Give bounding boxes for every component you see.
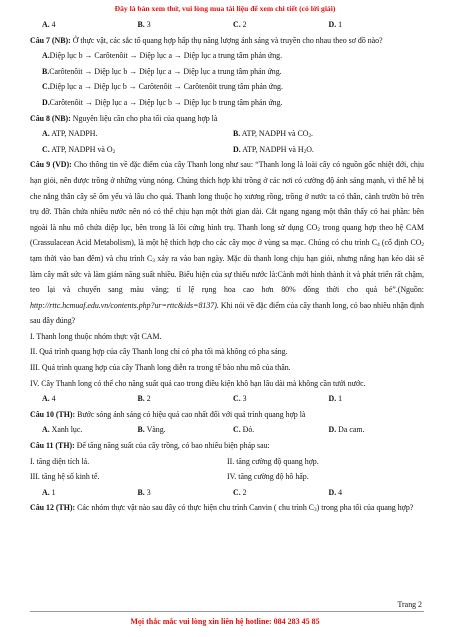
options-cd bbox=[30, 142, 424, 158]
option-c: C. ATP, NADPH và $O_2$ bbox=[42, 144, 116, 155]
option-a: A. Diệp lục b → Carôtenôit → Diệp lục a → Diệp lục a trung tâm phản ứng. bbox=[42, 51, 283, 61]
option-a: A. 1 bbox=[42, 487, 56, 497]
option-d: D. Da cam. bbox=[328, 425, 365, 435]
option-c: C. 2 bbox=[233, 487, 247, 497]
statement-4: IV. tăng cường độ hô hấp. bbox=[227, 472, 309, 482]
option-b: B. ATP, NADPH và $CO_2$. bbox=[233, 129, 314, 140]
question-11 bbox=[30, 438, 424, 454]
page-number: Trang 2 bbox=[397, 600, 422, 609]
question-number: Câu 10 (TH): bbox=[30, 409, 76, 419]
statement-2: II. Quá trình quang hợp của cây Thanh long chỉ có pha tối mà không có pha sáng. bbox=[30, 347, 288, 357]
question-number: Câu 11 (TH): bbox=[30, 441, 75, 451]
statement-1: I. Thanh long thuộc nhóm thực vật CAM. bbox=[30, 331, 162, 341]
option-d: D. 1 bbox=[328, 394, 343, 404]
option-b: B. Carôtenôit → Diệp lục b → Diệp lục a → Diệp lục a trung tâm phản ứng. bbox=[42, 66, 282, 76]
question-8 bbox=[30, 111, 424, 127]
option-c: C. 2 bbox=[233, 20, 247, 29]
option-d: D. Carôtenôit → Diệp lục a → Diệp lục b → Diệp lục b trung tâm phản ứng. bbox=[42, 97, 283, 107]
options-ab bbox=[30, 126, 424, 142]
question-number: Câu 8 (NB): bbox=[30, 113, 71, 123]
option-a: A. Xanh lục. bbox=[42, 425, 83, 435]
option-c: C. Đỏ. bbox=[233, 425, 255, 435]
question-text: Ở thực vật, các sắc tố quang hợp hấp thụ năng lượng ánh sáng và truyền cho nhau theo sơ đồ nào? bbox=[70, 35, 383, 45]
option-a: A. ATP, NADPH. bbox=[42, 129, 98, 139]
question-text: Bước sóng ánh sáng có hiệu quả cao nhất đối với quá trình quang hợp là bbox=[75, 409, 306, 419]
prev-question-options bbox=[30, 17, 424, 33]
question-7 bbox=[30, 33, 424, 49]
option-b: B. 2 bbox=[137, 394, 151, 404]
question-text: Các nhóm thực vật nào sau đây có thực hiện chu trình Canvin ( chu trình C bbox=[75, 503, 315, 513]
option-c: C. 3 bbox=[233, 394, 247, 404]
option-b: B. 3 bbox=[137, 487, 151, 497]
question-11-options bbox=[30, 485, 424, 501]
option-a: A. 4 bbox=[42, 20, 56, 29]
statement-1: I. tăng diện tích lá. bbox=[30, 456, 90, 466]
statements-1-2 bbox=[30, 454, 424, 470]
option-d: D. 4 bbox=[328, 487, 343, 497]
statement-4: IV. Cây Thanh long có thể cho năng suất quả cao trong điều kiện khô hạn lâu dài mà không cần tưới nước. bbox=[30, 378, 366, 388]
question-number: Câu 7 (NB): bbox=[30, 35, 71, 45]
option-b: B. 3 bbox=[137, 20, 151, 29]
option-d: D. ATP, NADPH và $H_2O$. bbox=[233, 144, 314, 155]
statement-3: III. Quá trình quang hợp của cây Thanh long diễn ra trong tế bào nhu mô của thân. bbox=[30, 363, 291, 373]
question-12: Câu 12 (TH): Các nhóm thực vật nào sau đây có thực hiện chu trình Canvin ( chu trình $C_3$) trong pha tối của quang hợp? bbox=[30, 503, 414, 514]
question-number: Câu 9 (VD): bbox=[30, 160, 72, 170]
preview-banner: Đây là bản xem thử, vui lòng mua tài liệu để xem chi tiết (có lời giải) bbox=[114, 4, 336, 13]
question-text: Nguyên liệu cần cho pha tối của quang hợp là bbox=[70, 113, 218, 123]
source-link: http://rttc.hcmuaf.edu.vn/contents.php?ur=rttc&ids=8137). bbox=[30, 300, 219, 310]
footer-divider bbox=[30, 611, 424, 612]
option-c: C. Diệp lục a → Diệp lục b → Carôtenôit → Carôtenôit trung tâm phản ứng. bbox=[42, 82, 283, 92]
question-9: Câu 9 (VD): Cho thông tin về đặc điểm của cây Thanh long như sau: “Thanh long là loài cây có nguồn gốc nhiệt đới, chịu hạn giỏi, nên được trồng ở những vùng nóng. Chúng thích hợp khi trồng ở các nơi có cường độ ánh sáng mạnh, vì thế hễ bị che nắng thân cây sẽ ốm yếu và lâu cho quả. Thanh long thuộc họ xương rồng, trồng ở nước ta có thân, cành trườn bò trên trụ đỡ. Thân chứa nhiều nước nên nó có thể chịu hạn một thời gian dài. Cắt ngang ngang một thân thấy có hai phần: bên ngoài là nhu mô chứa diệp lục, bên trong là lõi cứng hình trụ. Thanh long sử dụng $CO_2$ trong quang hợp theo hệ CAM (Crassulacean Acid Metabolism), là một hệ thích hợp cho các cây mọc ở vùng sa mạc. Chúng có chu trình $C_4$ (cố định $CO_2$ tạm thời vào ban đêm) và chu trình $C_3$ xảy ra vào ban ngày. Mặc dù thanh long chịu hạn giỏi, nhưng nắng hạn kéo dài sẽ làm cây mất sức và làm giảm năng suất nhiều. Biểu hiện của sự thiếu nước là:Cành mới hình thành ít và phát triển rất chậm, teo lại và chuyển sang màu vàng; tỉ lệ rụng hoa cao hơn 80% đồng thời cho quả bé”.(Nguồn: http://rttc.hcmuaf.edu.vn/contents.php?ur=rttc&ids=8137). Khi nói về đặc điểm của cây thanh long, có bao nhiêu nhận định sau đây đúng? bbox=[30, 160, 425, 326]
question-10 bbox=[30, 407, 424, 423]
hotline-banner: Mọi thắc mắc vui lòng xin liên hệ hotline: 084 283 45 85 bbox=[130, 617, 320, 626]
option-a: A. 4 bbox=[42, 394, 56, 404]
statement-3: III. tăng hệ số kinh tế. bbox=[30, 472, 100, 482]
document-content bbox=[30, 17, 424, 516]
question-text: Để tăng năng suất của cây trồng, có bao nhiêu biện pháp sau: bbox=[74, 441, 270, 451]
statements-3-4 bbox=[30, 469, 424, 485]
statement-2: II. tăng cường độ quang hợp. bbox=[227, 456, 319, 466]
option-d: D. 1 bbox=[328, 20, 343, 29]
question-9-options bbox=[30, 391, 424, 407]
question-number: Câu 12 (TH): bbox=[30, 503, 76, 513]
question-10-options bbox=[30, 422, 424, 438]
option-b: B. Vàng. bbox=[137, 425, 166, 435]
